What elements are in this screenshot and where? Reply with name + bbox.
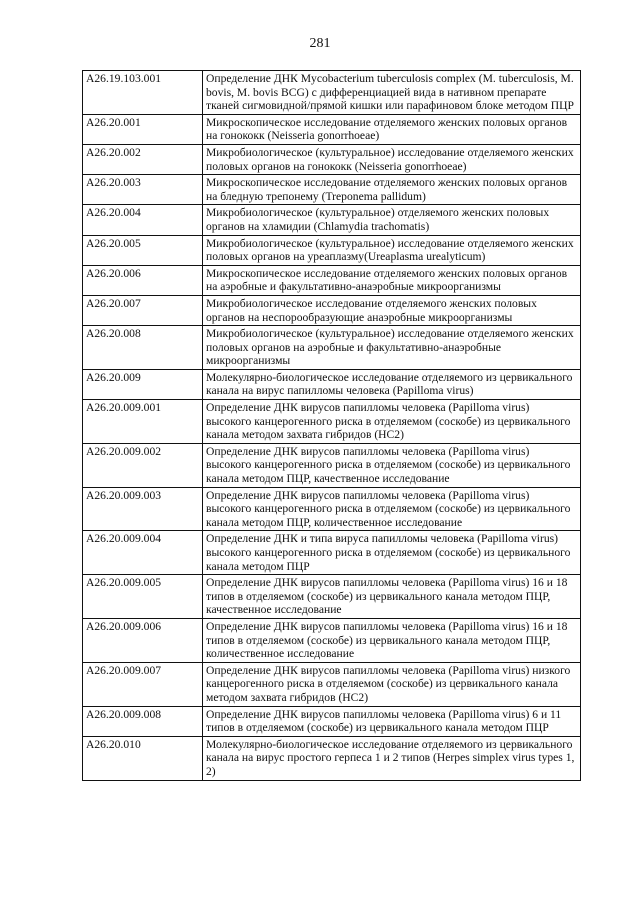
service-code: A26.20.009.006 [83,618,203,662]
service-description: Определение ДНК вирусов папилломы человека (Papilloma virus) 16 и 18 типов в отделяемом (соскобе) из цервикального канала методом ПЦР, качественное исследование [203,575,581,619]
table-row [83,205,581,235]
service-description: Микробиологическое исследование отделяемого женских половых органов на неспорообразующие анаэробные микроорганизмы [203,295,581,325]
service-code: A26.20.001 [83,114,203,144]
service-code: A26.20.009.005 [83,575,203,619]
service-description: Микробиологическое (культуральное) исследование отделяемого женских половых органов на уреаплазму(Ureaplasma urealyticum) [203,235,581,265]
service-code: A26.20.009.007 [83,662,203,706]
service-code: A26.19.103.001 [83,71,203,115]
service-description: Микробиологическое (культуральное) исследование отделяемого женских половых органов на гонококк (Neisseria gonorrhoeae) [203,144,581,174]
service-description: Молекулярно-биологическое исследование отделяемого из цервикального канала на вирус папилломы человека (Papilloma virus) [203,369,581,399]
service-description: Микробиологическое (культуральное) отделяемого женских половых органов на хламидии (Chlamydia trachomatis) [203,205,581,235]
table-row [83,531,581,575]
table-row [83,71,581,115]
table-row [83,175,581,205]
service-code: A26.20.003 [83,175,203,205]
table-row [83,114,581,144]
table-row [83,443,581,487]
table-row [83,706,581,736]
table-row [83,235,581,265]
service-codes-table [82,70,581,781]
table-row [83,369,581,399]
table-row [83,400,581,444]
service-code: A26.20.009.002 [83,443,203,487]
service-code: A26.20.009.008 [83,706,203,736]
table-row [83,295,581,325]
service-code: A26.20.009 [83,369,203,399]
service-code: A26.20.002 [83,144,203,174]
service-description: Определение ДНК вирусов папилломы человека (Papilloma virus) 16 и 18 типов в отделяемом (соскобе) из цервикального канала методом ПЦР, количественное исследование [203,618,581,662]
table-row [83,487,581,531]
table-row [83,575,581,619]
service-description: Определение ДНК вирусов папилломы человека (Papilloma virus) 6 и 11 типов в отделяемом (соскобе) из цервикального канала методом ПЦР [203,706,581,736]
service-description: Микроскопическое исследование отделяемого женских половых органов на аэробные и факультативно-анаэробные микроорганизмы [203,265,581,295]
table-row [83,736,581,780]
service-description: Определение ДНК вирусов папилломы человека (Papilloma virus) высокого канцерогенного риска в отделяемом (соскобе) из цервикального канала методом ПЦР, качественное исследование [203,443,581,487]
service-code: A26.20.006 [83,265,203,295]
service-description: Определение ДНК вирусов папилломы человека (Papilloma virus) высокого канцерогенного риска в отделяемом (соскобе) из цервикального канала методом ПЦР, количественное исследование [203,487,581,531]
service-code: A26.20.008 [83,326,203,370]
service-description: Определение ДНК и типа вируса папилломы человека (Papilloma virus) высокого канцерогенного риска в отделяемом (соскобе) из цервикального канала методом ПЦР [203,531,581,575]
table-row [83,144,581,174]
service-description: Микробиологическое (культуральное) исследование отделяемого женских половых органов на аэробные и факультативно-анаэробные микроорганизмы [203,326,581,370]
table-row [83,326,581,370]
table-body [83,71,581,781]
service-code: A26.20.007 [83,295,203,325]
service-code: A26.20.005 [83,235,203,265]
table-row [83,662,581,706]
page-number: 281 [309,36,331,51]
service-description: Микроскопическое исследование отделяемого женских половых органов на гонококк (Neisseria gonorrhoeae) [203,114,581,144]
service-code: A26.20.010 [83,736,203,780]
service-description: Молекулярно-биологическое исследование отделяемого из цервикального канала на вирус простого герпеса 1 и 2 типов (Herpes simplex virus types 1, 2) [203,736,581,780]
service-code: A26.20.009.001 [83,400,203,444]
service-code: A26.20.004 [83,205,203,235]
service-code: A26.20.009.003 [83,487,203,531]
service-description: Определение ДНК Mycobacterium tuberculosis complex (M. tuberculosis, M. bovis, M. bovis BCG) с дифференциацией вида в нативном препарате тканей сигмовидной/прямой кишки или парафиновом блоке методом ПЦР [203,71,581,115]
service-code: A26.20.009.004 [83,531,203,575]
service-description: Микроскопическое исследование отделяемого женских половых органов на бледную трепонему (Treponema pallidum) [203,175,581,205]
table-row [83,265,581,295]
table-row [83,618,581,662]
service-description: Определение ДНК вирусов папилломы человека (Papilloma virus) низкого канцерогенного риска в отделяемом (соскобе) из цервикального канала методом захвата гибридов (HC2) [203,662,581,706]
service-description: Определение ДНК вирусов папилломы человека (Papilloma virus) высокого канцерогенного риска в отделяемом (соскобе) из цервикального канала методом захвата гибридов (HC2) [203,400,581,444]
